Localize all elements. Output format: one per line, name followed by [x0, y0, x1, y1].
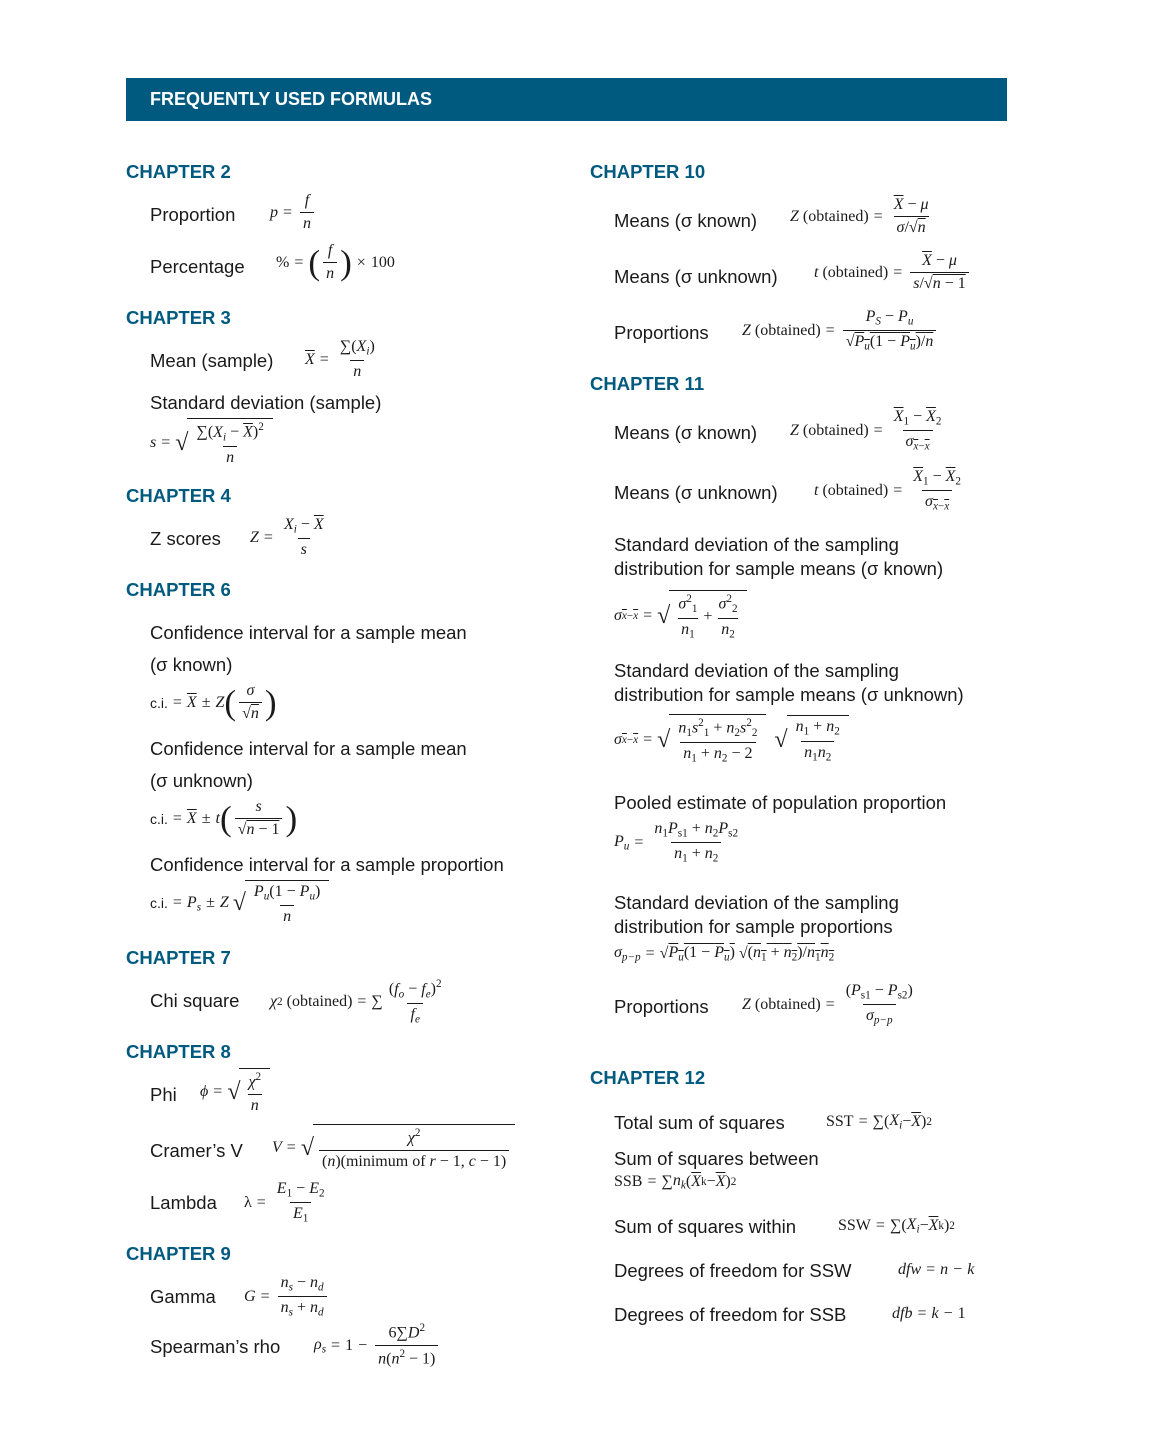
sd-sampling-unknown-label-2: distribution for sample means (σ unknown) — [614, 684, 964, 705]
c10-means-unknown-label: Means (σ unknown) — [614, 266, 778, 287]
chapter-8-heading: CHAPTER 8 — [126, 1041, 231, 1062]
c11-means-known-label: Means (σ known) — [614, 422, 758, 443]
dfw-label: Degrees of freedom for SSW — [614, 1260, 852, 1281]
z-scores-label: Z scores — [150, 528, 221, 549]
sd-props-label-2: distribution for sample proportions — [614, 916, 893, 937]
ci-mean-unknown-formula: c.i. = $\overline{X}$ ± t ( s √n − 1 ) — [150, 798, 298, 839]
sd-sample-formula: s = √ $\sum(X_i - \overline{X})^2$ n — [150, 418, 273, 467]
phi-formula: ϕ = √ $\chi^2$ n — [200, 1068, 270, 1116]
c10-means-known-label: Means (σ known) — [614, 210, 758, 231]
cramers-v-label: Cramer’s V — [150, 1140, 243, 1161]
sd-sampling-known-label-2: distribution for sample means (σ known) — [614, 558, 944, 579]
c11-means-unknown-formula: t (obtained) = $\frac{\overline{X}_1 - \overline{X}_2}{\sigma_{\overline{x}-\overline{x}}}$ — [814, 468, 962, 513]
c11-proportions-label: Proportions — [614, 996, 709, 1017]
chi-square-formula: χ 2 (obtained) = ∑ $\frac{(f_o - f_e)^2}{f_e}$ — [270, 978, 442, 1026]
ssw-formula: SSW = ∑( $X_i$ − $\overline{X}$ k ) 2 — [838, 1216, 955, 1236]
ssb-formula: SSB = ∑ $n_k$ ( $\overline{X}$ k − $\overline{X}$ ) 2 — [614, 1172, 737, 1192]
c10-means-unknown-formula: t (obtained) = $\frac{\overline{X} - \mu}{s/√n - 1}$ — [814, 252, 972, 294]
percentage-formula: % = ( f n ) × 100 — [276, 242, 395, 283]
c10-proportions-formula: Z (obtained) = $\frac{P_S - P_u}{√P_u(1 - P_u)/n}$ — [742, 308, 939, 353]
sd-sampling-known-formula: σ $\overline{x}-\overline{x}$ = √ $\sigma^2_1$ $n_1$ + $\sigma^2_2$ $n_2$ — [614, 590, 747, 641]
chapter-7-heading: CHAPTER 7 — [126, 947, 231, 968]
chapter-3-heading: CHAPTER 3 — [126, 307, 231, 328]
chapter-2-heading: CHAPTER 2 — [126, 161, 231, 182]
ci-mean-unknown-label-1: Confidence interval for a sample mean — [150, 738, 467, 759]
dfb-label: Degrees of freedom for SSB — [614, 1304, 847, 1325]
ci-mean-known-label-1: Confidence interval for a sample mean — [150, 622, 467, 643]
spearman-formula: $\rho_s$ = 1 − $\frac{6\sum D^2}{n(n^2 - 1)}$ — [314, 1322, 441, 1369]
sd-sample-label: Standard deviation (sample) — [150, 392, 382, 413]
header-banner — [126, 78, 1007, 121]
proportion-formula: p = $\frac{f}{n}$ — [270, 192, 317, 234]
pooled-formula: $P_u$ = $\frac{n_1P_{s1} + n_2P_{s2}}{n_1 + n_2}$ — [614, 820, 739, 865]
mean-sample-formula: $\overline{X}$ = $\frac{\sum(X_i)}{n}$ — [305, 338, 375, 381]
ci-prop-label: Confidence interval for a sample proportion — [150, 854, 504, 875]
chapter-6-heading: CHAPTER 6 — [126, 579, 231, 600]
sst-label: Total sum of squares — [614, 1112, 785, 1133]
c10-means-known-formula: Z (obtained) = $\frac{\overline{X} - \mu}{\sigma/√n}$ — [790, 196, 929, 237]
spearman-label: Spearman’s rho — [150, 1336, 281, 1357]
chi-square-label: Chi square — [150, 990, 240, 1011]
ci-prop-formula: c.i. = $P_s$ ± Z √ $P_u(1 - P_u)$ n — [150, 880, 329, 927]
mean-sample-label: Mean (sample) — [150, 350, 274, 371]
ci-mean-known-formula: c.i. = $\overline{X}$ ± Z ( σ √n ) — [150, 682, 277, 723]
ci-mean-known-label-2: (σ known) — [150, 654, 233, 675]
pooled-label: Pooled estimate of population proportion — [614, 792, 947, 813]
percentage-label: Percentage — [150, 256, 245, 277]
z-scores-formula: Z = $\frac{X_i - \overline{X}}{s}$ — [250, 516, 324, 559]
c11-means-unknown-label: Means (σ unknown) — [614, 482, 778, 503]
dfb-formula: dfb = k − 1 — [892, 1305, 966, 1322]
chapter-9-heading: CHAPTER 9 — [126, 1243, 231, 1264]
chapter-12-heading: CHAPTER 12 — [590, 1067, 706, 1088]
c11-means-known-formula: Z (obtained) = $\frac{\overline{X}_1 - \overline{X}_2}{\sigma_{\overline{x}-\overline{x}}}$ — [790, 408, 942, 453]
sd-props-label-1: Standard deviation of the sampling — [614, 892, 899, 913]
gamma-label: Gamma — [150, 1286, 216, 1307]
phi-label: Phi — [150, 1084, 177, 1105]
sst-formula: SST = ∑( $X_i$ − $\overline{X}$ ) 2 — [826, 1112, 932, 1132]
ssb-label: Sum of squares between — [614, 1148, 819, 1169]
proportion-label: Proportion — [150, 204, 236, 225]
sd-sampling-unknown-label-1: Standard deviation of the sampling — [614, 660, 899, 681]
sd-sampling-known-label-1: Standard deviation of the sampling — [614, 534, 899, 555]
sd-props-formula: $\sigma_{p-p}$ = √ $P_u(1 - P_u)$ √ $(n_1 + n_2)/n_1n_2$ — [614, 944, 835, 964]
chapter-11-heading: CHAPTER 11 — [590, 373, 705, 394]
lambda-formula: λ = $\frac{E_1 - E_2}{E_1}$ — [244, 1180, 325, 1225]
lambda-label: Lambda — [150, 1192, 217, 1213]
dfw-formula: dfw = n − k — [898, 1261, 975, 1278]
c11-proportions-formula: Z (obtained) = $\frac{(P_{s1} - P_{s2})}{\sigma_{p-p}}$ — [742, 982, 913, 1027]
cramers-v-formula: V = √ $\chi^2$ (n)(minimum of r − 1, c − 1) — [272, 1124, 515, 1172]
page-title: FREQUENTLY USED FORMULAS — [150, 89, 433, 109]
ci-mean-unknown-label-2: (σ unknown) — [150, 770, 253, 791]
chapter-4-heading: CHAPTER 4 — [126, 485, 231, 506]
chapter-10-heading: CHAPTER 10 — [590, 161, 706, 182]
c10-proportions-label: Proportions — [614, 322, 709, 343]
ssw-label: Sum of squares within — [614, 1216, 797, 1237]
gamma-formula: G = $\frac{n_s - n_d}{n_s + n_d}$ — [244, 1274, 330, 1319]
sd-sampling-unknown-formula: σ $\overline{x}-\overline{x}$ = √ $n_1s^2_1 + n_2s^2_2$ $n_1 + n_2 - 2$ √ $n_1 + n_2$ $n_1n_2$ — [614, 714, 849, 765]
